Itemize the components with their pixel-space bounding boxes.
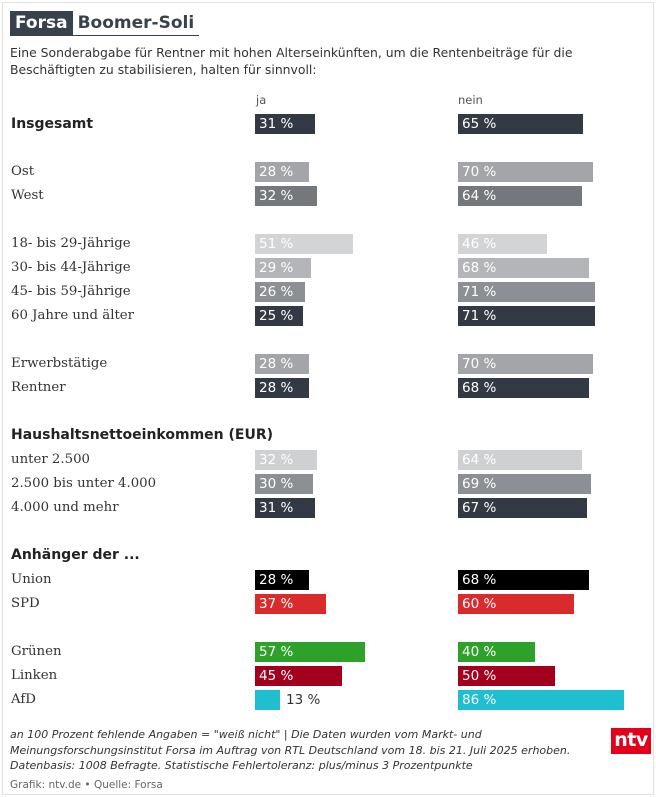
row-label-union: Union: [11, 572, 52, 587]
legend-nein: nein: [458, 93, 483, 107]
value-label-nein-18-bis-29-jährige: 46 %: [462, 236, 497, 252]
value-label-nein-ost: 70 %: [462, 164, 497, 180]
value-label-nein-afd: 86 %: [462, 692, 497, 708]
value-label-nein-west: 64 %: [462, 188, 497, 204]
value-label-ja-30-bis-44-jährige: 29 %: [259, 260, 294, 276]
value-label-nein-spd: 60 %: [462, 596, 497, 612]
value-label-ja-2-500-bis-unter-4-000: 30 %: [259, 476, 294, 492]
value-label-ja-afd: 13 %: [286, 692, 321, 708]
row-label-west: West: [11, 188, 44, 203]
row-label-2-500-bis-unter-4-000: 2.500 bis unter 4.000: [11, 476, 157, 491]
value-label-ja-unter-2-500: 32 %: [259, 452, 294, 468]
ntv-logo: ntv: [611, 728, 651, 754]
row-label-grünen: Grünen: [11, 644, 62, 659]
group-heading: Haushaltsnettoeinkommen (EUR): [11, 427, 274, 443]
value-label-nein-grünen: 40 %: [462, 644, 497, 660]
row-label-ost: Ost: [11, 164, 35, 179]
value-label-ja-rentner: 28 %: [259, 380, 294, 396]
value-label-ja-grünen: 57 %: [259, 644, 294, 660]
value-label-nein-erwerbstätige: 70 %: [462, 356, 497, 372]
source-tag: Forsa: [10, 11, 73, 36]
value-label-ja-ost: 28 %: [259, 164, 294, 180]
row-label-30-bis-44-jährige: 30- bis 44-Jährige: [11, 260, 131, 275]
value-label-nein-4-000-und-mehr: 67 %: [462, 500, 497, 516]
row-label-linken: Linken: [11, 668, 58, 683]
source-credit: Grafik: ntv.de • Quelle: Forsa: [10, 779, 163, 791]
row-label-rentner: Rentner: [11, 380, 66, 395]
value-label-ja-union: 28 %: [259, 572, 294, 588]
row-label-unter-2-500: unter 2.500: [11, 452, 90, 467]
value-label-ja-spd: 37 %: [259, 596, 294, 612]
value-label-nein-60-jahre-und-älter: 71 %: [462, 308, 497, 324]
row-label-4-000-und-mehr: 4.000 und mehr: [11, 500, 119, 515]
value-label-nein-45-bis-59-jährige: 71 %: [462, 284, 497, 300]
value-label-ja-insgesamt: 31 %: [259, 116, 294, 132]
value-label-nein-30-bis-44-jährige: 68 %: [462, 260, 497, 276]
value-label-ja-4-000-und-mehr: 31 %: [259, 500, 294, 516]
value-label-ja-west: 32 %: [259, 188, 294, 204]
header: [10, 11, 199, 36]
value-label-nein-rentner: 68 %: [462, 380, 497, 396]
chart-title: Boomer-Soli: [73, 11, 200, 36]
value-label-nein-unter-2-500: 64 %: [462, 452, 497, 468]
value-label-ja-60-jahre-und-älter: 25 %: [259, 308, 294, 324]
value-label-nein-linken: 50 %: [462, 668, 497, 684]
value-label-nein-union: 68 %: [462, 572, 497, 588]
bar-ja-afd: [255, 690, 280, 710]
chart-subtitle: Eine Sonderabgabe für Rentner mit hohen Alterseinkünften, um die Rentenbeiträge für die Beschäftigten zu stabilisieren, halten für sinnvoll:: [10, 45, 573, 77]
row-label-18-bis-29-jährige: 18- bis 29-Jährige: [11, 236, 131, 251]
value-label-ja-erwerbstätige: 28 %: [259, 356, 294, 372]
row-label-60-jahre-und-älter: 60 Jahre und älter: [11, 308, 135, 323]
row-label-erwerbstätige: Erwerbstätige: [11, 356, 108, 371]
value-label-nein-insgesamt: 65 %: [462, 116, 497, 132]
value-label-ja-18-bis-29-jährige: 51 %: [259, 236, 294, 252]
row-label-45-bis-59-jährige: 45- bis 59-Jährige: [11, 284, 131, 299]
row-label-spd: SPD: [11, 596, 40, 611]
footnote: an 100 Prozent fehlende Angaben = "weiß nicht" | Die Daten wurden vom Markt- und Meinungsforschungsinstitut Forsa im Auftrag von RTL Deutschland vom 18. bis 21. Juli 2025 erhoben. Datenbasis: 1008 Befragte. Statistische Fehlertoleranz: plus/minus 3 Prozentpunkte: [10, 728, 571, 772]
value-label-nein-2-500-bis-unter-4-000: 69 %: [462, 476, 497, 492]
value-label-ja-45-bis-59-jährige: 26 %: [259, 284, 294, 300]
row-label-insgesamt: Insgesamt: [11, 116, 94, 132]
group-heading: Anhänger der ...: [11, 547, 140, 563]
value-label-ja-linken: 45 %: [259, 668, 294, 684]
legend-ja: ja: [256, 93, 267, 107]
row-label-afd: AfD: [11, 692, 36, 707]
